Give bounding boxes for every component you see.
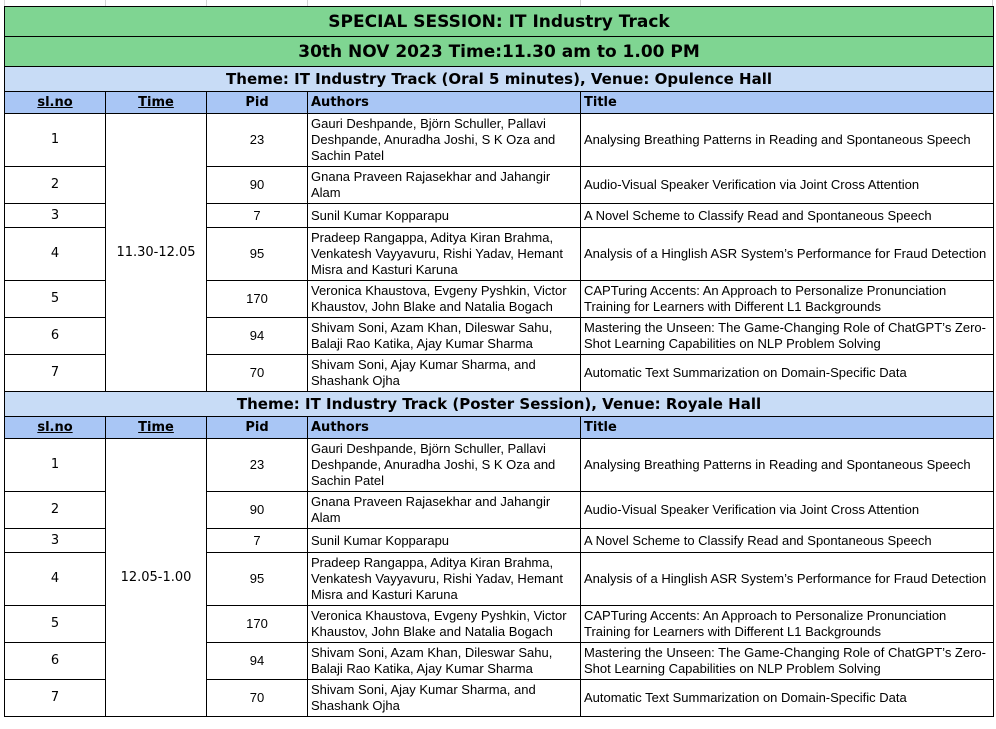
cell-authors[interactable]: Gnana Praveen Rajasekhar and Jahangir Alam (308, 492, 581, 529)
col-header-time-label: Time (138, 419, 174, 435)
cell-pid[interactable]: 95 (207, 553, 308, 606)
cell-authors[interactable]: Veronica Khaustova, Evgeny Pyshkin, Victor Khaustov, John Blake and Natalia Bogach (308, 606, 581, 643)
cell-time-slot-oral[interactable]: 11.30-12.05 (106, 114, 207, 392)
theme-poster[interactable]: Theme: IT Industry Track (Poster Session), Venue: Royale Hall (5, 392, 994, 417)
cell-pid[interactable]: 90 (207, 492, 308, 529)
col-header-slno-label: sl.no (37, 419, 73, 435)
cell-time-slot-poster[interactable]: 12.05-1.00 (106, 439, 207, 717)
col-header-authors[interactable]: Authors (308, 417, 581, 439)
cell-slno[interactable]: 5 (5, 606, 106, 643)
cell-slno[interactable]: 6 (5, 318, 106, 355)
cell-authors[interactable]: Veronica Khaustova, Evgeny Pyshkin, Victor Khaustov, John Blake and Natalia Bogach (308, 281, 581, 318)
cell-slno[interactable]: 2 (5, 167, 106, 204)
cell-authors[interactable]: Sunil Kumar Kopparapu (308, 529, 581, 553)
cell-title[interactable]: Audio-Visual Speaker Verification via Joint Cross Attention (581, 167, 994, 204)
col-header-slno-label: sl.no (37, 94, 73, 110)
cell-title[interactable]: Automatic Text Summarization on Domain-Specific Data (581, 355, 994, 392)
cell-authors[interactable]: Shivam Soni, Ajay Kumar Sharma, and Shashank Ojha (308, 680, 581, 717)
theme-row-poster (5, 392, 994, 417)
col-header-slno[interactable] (5, 92, 106, 114)
cell-pid[interactable]: 70 (207, 680, 308, 717)
col-header-authors[interactable]: Authors (308, 92, 581, 114)
header-row-oral (5, 92, 994, 114)
cell-title[interactable]: Mastering the Unseen: The Game-Changing Role of ChatGPT’s Zero-Shot Learning Capabilities on NLP Problem Solving (581, 318, 994, 355)
session-date-time[interactable]: 30th NOV 2023 Time:11.30 am to 1.00 PM (5, 37, 994, 67)
cell-title[interactable]: A Novel Scheme to Classify Read and Spontaneous Speech (581, 529, 994, 553)
date-row (5, 37, 994, 67)
cell-authors[interactable]: Gauri Deshpande, Björn Schuller, Pallavi Deshpande, Anuradha Joshi, S K Oza and Sachin Patel (308, 439, 581, 492)
col-header-slno[interactable] (5, 417, 106, 439)
cell-authors[interactable]: Shivam Soni, Azam Khan, Dileswar Sahu, Balaji Rao Katika, Ajay Kumar Sharma (308, 318, 581, 355)
cell-authors[interactable]: Shivam Soni, Ajay Kumar Sharma, and Shashank Ojha (308, 355, 581, 392)
cell-slno[interactable]: 3 (5, 204, 106, 228)
session-title[interactable]: SPECIAL SESSION: IT Industry Track (5, 7, 994, 37)
cell-title[interactable]: A Novel Scheme to Classify Read and Spontaneous Speech (581, 204, 994, 228)
cell-pid[interactable]: 90 (207, 167, 308, 204)
cell-slno[interactable]: 6 (5, 643, 106, 680)
cell-slno[interactable]: 7 (5, 355, 106, 392)
cell-slno[interactable]: 4 (5, 228, 106, 281)
cell-authors[interactable]: Sunil Kumar Kopparapu (308, 204, 581, 228)
cell-authors[interactable]: Gnana Praveen Rajasekhar and Jahangir Alam (308, 167, 581, 204)
cell-authors[interactable]: Pradeep Rangappa, Aditya Kiran Brahma, Venkatesh Vayyavuru, Rishi Yadav, Hemant Misra and Kasturi Karuna (308, 228, 581, 281)
col-header-pid[interactable]: Pid (207, 92, 308, 114)
col-header-time[interactable] (106, 417, 207, 439)
cell-pid[interactable]: 23 (207, 114, 308, 167)
cell-title[interactable]: CAPTuring Accents: An Approach to Personalize Pronunciation Training for Learners with Different L1 Backgrounds (581, 281, 994, 318)
cell-pid[interactable]: 170 (207, 281, 308, 318)
cell-slno[interactable]: 1 (5, 114, 106, 167)
cell-title[interactable]: Audio-Visual Speaker Verification via Joint Cross Attention (581, 492, 994, 529)
cell-title[interactable]: Mastering the Unseen: The Game-Changing Role of ChatGPT’s Zero-Shot Learning Capabilities on NLP Problem Solving (581, 643, 994, 680)
cell-title[interactable]: Analysing Breathing Patterns in Reading and Spontaneous Speech (581, 114, 994, 167)
col-header-title[interactable]: Title (581, 92, 994, 114)
col-header-time-label: Time (138, 94, 174, 110)
cell-title[interactable]: Analysis of a Hinglish ASR System’s Performance for Fraud Detection (581, 553, 994, 606)
cell-pid[interactable]: 7 (207, 529, 308, 553)
cell-slno[interactable]: 4 (5, 553, 106, 606)
cell-pid[interactable]: 94 (207, 318, 308, 355)
cell-pid[interactable]: 95 (207, 228, 308, 281)
cell-slno[interactable]: 1 (5, 439, 106, 492)
cell-slno[interactable]: 5 (5, 281, 106, 318)
schedule-table (4, 6, 994, 717)
cell-title[interactable]: CAPTuring Accents: An Approach to Personalize Pronunciation Training for Learners with Different L1 Backgrounds (581, 606, 994, 643)
col-header-pid[interactable]: Pid (207, 417, 308, 439)
header-row-poster (5, 417, 994, 439)
cell-slno[interactable]: 3 (5, 529, 106, 553)
cell-pid[interactable]: 170 (207, 606, 308, 643)
table-row (5, 114, 994, 167)
cell-pid[interactable]: 23 (207, 439, 308, 492)
title-row (5, 7, 994, 37)
table-row (5, 439, 994, 492)
cell-authors[interactable]: Shivam Soni, Azam Khan, Dileswar Sahu, Balaji Rao Katika, Ajay Kumar Sharma (308, 643, 581, 680)
theme-oral[interactable]: Theme: IT Industry Track (Oral 5 minutes), Venue: Opulence Hall (5, 67, 994, 92)
cell-pid[interactable]: 7 (207, 204, 308, 228)
cell-slno[interactable]: 2 (5, 492, 106, 529)
col-header-title[interactable]: Title (581, 417, 994, 439)
cell-title[interactable]: Analysis of a Hinglish ASR System’s Performance for Fraud Detection (581, 228, 994, 281)
cell-title[interactable]: Analysing Breathing Patterns in Reading and Spontaneous Speech (581, 439, 994, 492)
cell-title[interactable]: Automatic Text Summarization on Domain-Specific Data (581, 680, 994, 717)
theme-row-oral (5, 67, 994, 92)
cell-authors[interactable]: Gauri Deshpande, Björn Schuller, Pallavi Deshpande, Anuradha Joshi, S K Oza and Sachin Patel (308, 114, 581, 167)
cell-pid[interactable]: 70 (207, 355, 308, 392)
col-header-time[interactable] (106, 92, 207, 114)
cell-authors[interactable]: Pradeep Rangappa, Aditya Kiran Brahma, Venkatesh Vayyavuru, Rishi Yadav, Hemant Misra and Kasturi Karuna (308, 553, 581, 606)
cell-pid[interactable]: 94 (207, 643, 308, 680)
cell-slno[interactable]: 7 (5, 680, 106, 717)
